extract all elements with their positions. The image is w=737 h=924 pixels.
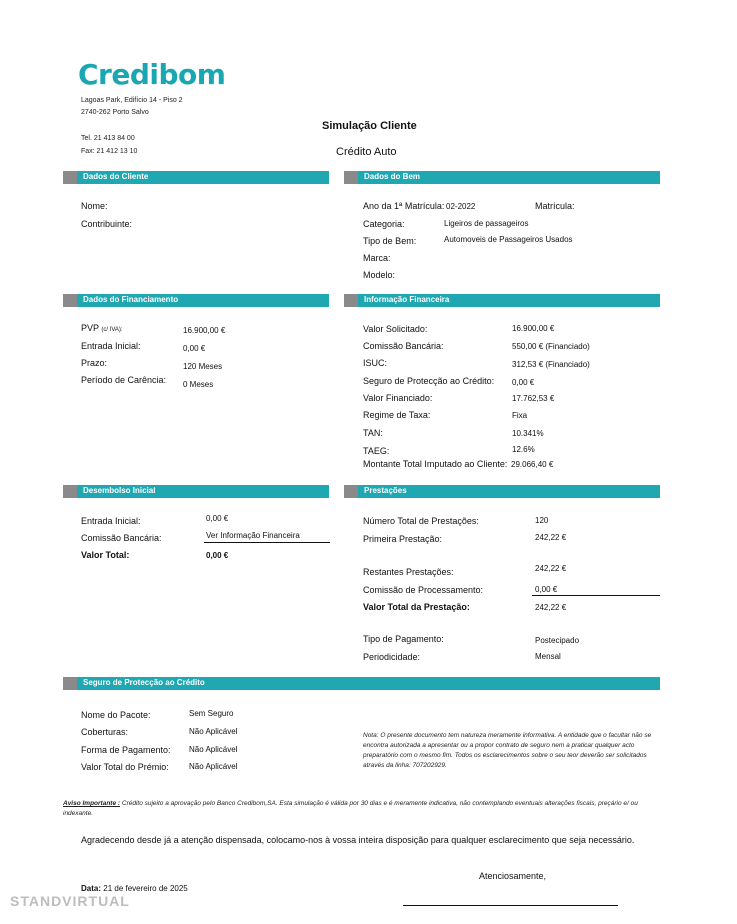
bem-ano-label: Ano da 1ª Matrícula: [363,201,445,211]
des-total-value: 0,00 € [206,551,229,560]
seg-pacote-value: Sem Seguro [189,709,234,718]
fin-carencia-value: 0 Meses [183,380,214,389]
fin-pvp-label: PVP (c/ IVA): [81,323,123,333]
signature-line [403,905,618,906]
pre-total-divider [532,595,660,596]
info-isuc-value: 312,53 € (Financiado) [512,360,590,369]
des-total-divider [204,542,330,543]
des-comissao-value: Ver Informação Financeira [206,531,300,540]
pre-periodicidade-label: Periodicidade: [363,652,421,662]
pre-periodicidade-value: Mensal [535,652,561,661]
pre-total-label: Valor Total da Prestação: [363,602,470,612]
fin-entrada-value: 0,00 € [183,344,206,353]
page-title: Simulação Cliente [322,120,417,132]
info-montante-label: Montante Total Imputado ao Cliente: [363,459,508,469]
des-total-label: Valor Total: [81,550,130,560]
data-value: 21 de fevereiro de 2025 [103,884,188,893]
pre-comissao-label: Comissão de Processamento: [363,585,484,595]
agradecimento-text: Agradecendo desde já a atenção dispensada, colocamo-nos à vossa inteira disposição para qualquer esclarecimento que seja necessário. [81,835,635,845]
info-comissao-label: Comissão Bancária: [363,341,444,351]
fin-pvp-value: 16.900,00 € [183,326,226,335]
info-taeg-value: 12.6% [512,445,535,454]
des-entrada-value: 0,00 € [206,514,229,523]
pre-restantes-value: 242,22 € [535,564,567,573]
data-line [81,884,188,893]
section-header-seguro: Seguro de Protecção ao Crédito [63,677,660,690]
section-header-cliente: Dados do Cliente [63,171,329,184]
bem-categoria-value: Ligeiros de passageiros [444,219,529,228]
aviso-importante [63,799,663,819]
pre-numero-value: 120 [535,516,549,525]
info-comissao-value: 550,00 € (Financiado) [512,342,590,351]
des-comissao-label: Comissão Bancária: [81,533,162,543]
info-tan-value: 10.341% [512,429,544,438]
bem-tipo-label: Tipo de Bem: [363,236,417,246]
atenciosamente-text: Atenciosamente, [479,871,547,881]
seg-coberturas-label: Coberturas: [81,727,129,737]
info-montante-value: 29.066,40 € [511,460,554,469]
bem-categoria-label: Categoria: [363,219,405,229]
bem-modelo-label: Modelo: [363,270,396,280]
info-valor-financiado-label: Valor Financiado: [363,393,433,403]
info-taeg-label: TAEG: [363,446,390,456]
bem-matricula-label: Matrícula: [535,201,575,211]
fin-prazo-label: Prazo: [81,358,108,368]
info-tan-label: TAN: [363,428,383,438]
seguro-nota: Nota: O presente documento tem natureza meramente informativa. A entidade que o facultar não se encontra autorizada a apresentar ou a propor contrato de seguro nem a praticar qualquer acto preparatório com o mesmo fim. Todos os esclarecimentos sobre o seu teor deverão ser solicitados através da linha: 707202929. [363,732,652,769]
data-label: Data: [81,884,102,893]
seg-forma-value: Não Aplicável [189,745,238,754]
pre-tipo-value: Postecipado [535,636,580,645]
fin-entrada-label: Entrada Inicial: [81,341,141,351]
page-subtitle: Crédito Auto [336,146,397,158]
pre-comissao-value: 0,00 € [535,585,558,594]
des-entrada-label: Entrada Inicial: [81,516,141,526]
cliente-nome-label: Nome: [81,201,108,211]
aviso-text: Crédito sujeito a aprovação pelo Banco Credibom,SA. Esta simulação é válida por 30 dias e é meramente indicativa, não contemplando eventuais alterações fiscais, preçário e/ ou indexante. [63,800,638,817]
credibom-logo: Credibom [78,58,226,91]
seg-coberturas-value: Não Aplicável [189,727,238,736]
aviso-label: Aviso Importante : [63,800,121,807]
watermark: STANDVIRTUAL [10,893,130,909]
pre-numero-label: Número Total de Prestações: [363,516,479,526]
pre-total-value: 242,22 € [535,603,567,612]
company-tel: Tel. 21 413 84 00 [81,135,135,142]
section-header-bem: Dados do Bem [344,171,660,184]
section-header-financiamento: Dados do Financiamento [63,294,329,307]
info-isuc-label: ISUC: [363,358,388,368]
fin-carencia-label: Período de Carência: [81,375,167,385]
info-seguro-value: 0,00 € [512,378,535,387]
pre-tipo-label: Tipo de Pagamento: [363,634,444,644]
seg-pacote-label: Nome do Pacote: [81,710,151,720]
info-regime-label: Regime de Taxa: [363,410,431,420]
seg-premio-value: Não Aplicável [189,762,238,771]
cliente-contribuinte-label: Contribuinte: [81,219,133,229]
bem-marca-label: Marca: [363,253,391,263]
info-valor-solicitado-value: 16.900,00 € [512,324,555,333]
pre-primeira-value: 242,22 € [535,533,567,542]
bem-ano-value: 02-2022 [446,202,476,211]
section-header-prestacoes: Prestações [344,485,660,498]
info-valor-financiado-value: 17.762,53 € [512,394,555,403]
info-valor-solicitado-label: Valor Solicitado: [363,324,428,334]
pre-restantes-label: Restantes Prestações: [363,567,454,577]
fin-prazo-value: 120 Meses [183,362,223,371]
fin-pvp-note: (c/ IVA): [101,327,123,333]
info-regime-value: Fixa [512,411,528,420]
section-header-info: Informação Financeira [344,294,660,307]
section-header-desembolso: Desembolso Inicial [63,485,329,498]
pre-primeira-label: Primeira Prestação: [363,534,443,544]
company-address-line2: 2740-262 Porto Salvo [81,109,149,116]
info-seguro-label: Seguro de Protecção ao Crédito: [363,376,495,386]
company-address-line1: Lagoas Park, Edifício 14 - Piso 2 [81,97,183,104]
seg-premio-label: Valor Total do Prémio: [81,762,169,772]
seg-forma-label: Forma de Pagamento: [81,745,171,755]
bem-tipo-value: Automoveis de Passageiros Usados [444,235,573,244]
company-fax: Fax: 21 412 13 10 [81,148,138,155]
